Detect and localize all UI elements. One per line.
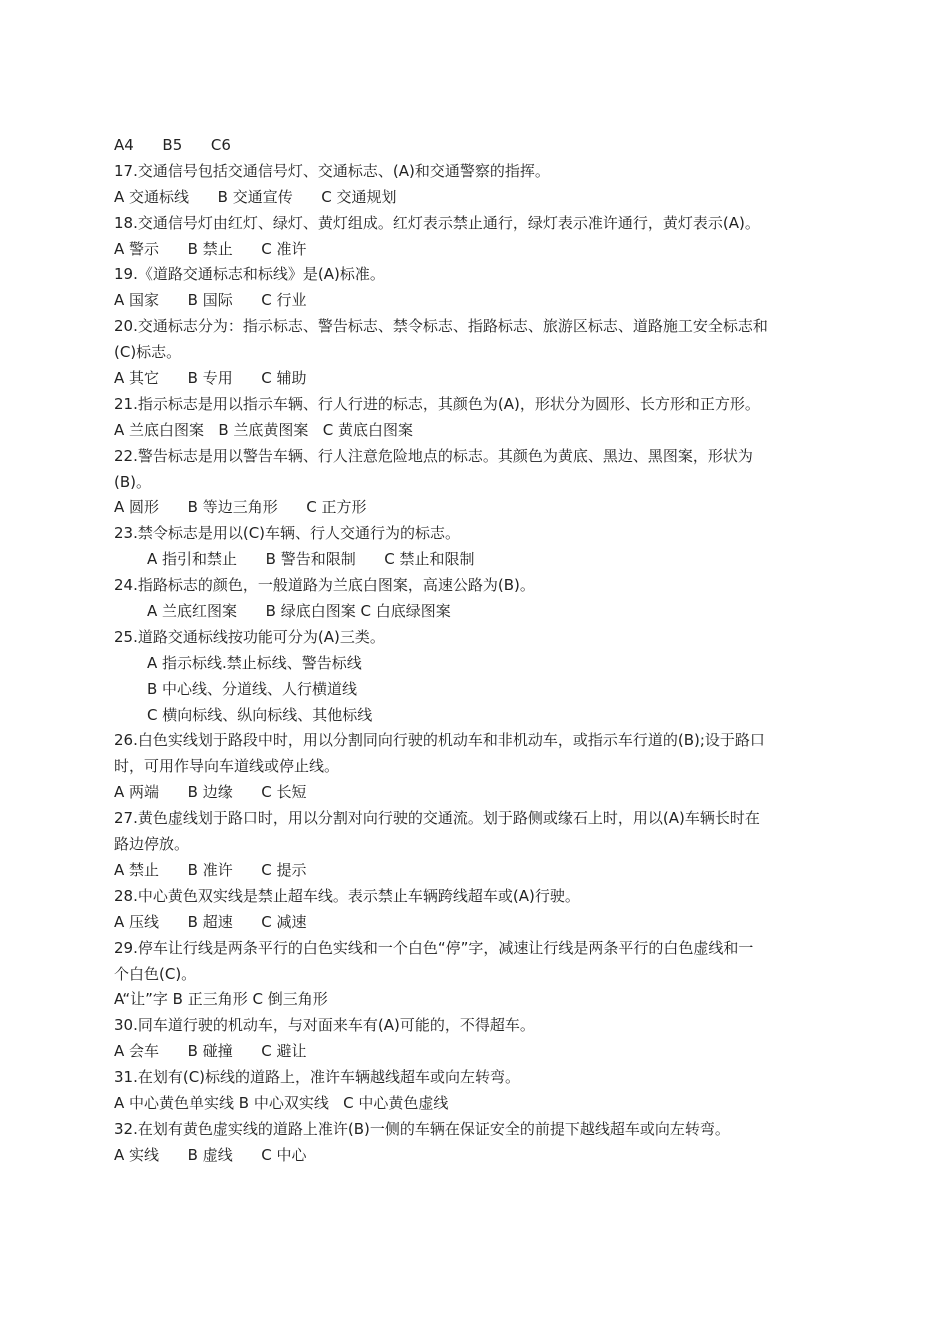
options-line: A4 B5 C6 xyxy=(114,136,231,154)
question-30: 30.同车道行驶的机动车，与对面来车有(A)可能的，不得超车。 xyxy=(114,1016,535,1035)
options-line: A 兰底红图案 B 绿底白图案 C 白底绿图案 xyxy=(147,602,451,621)
question-17: 17.交通信号包括交通信号灯、交通标志、(A)和交通警察的指挥。 xyxy=(114,161,550,180)
question-29-cont: 个白色(C)。 xyxy=(114,964,197,983)
options-line: A 两端 B 边缘 C 长短 xyxy=(114,783,307,802)
question-20: 20.交通标志分为：指示标志、警告标志、禁令标志、指路标志、旅游区标志、道路施工安全标志和 xyxy=(114,317,768,336)
question-22: 22.警告标志是用以警告车辆、行人注意危险地点的标志。其颜色为黄底、黑边、黑图案，形状为 xyxy=(114,446,753,465)
options-line: A 国家 B 国际 C 行业 xyxy=(114,291,307,310)
question-32: 32.在划有黄色虚实线的道路上准许(B)一侧的车辆在保证安全的前提下越线超车或向左转弯。 xyxy=(114,1119,730,1138)
question-29: 29.停车让行线是两条平行的白色实线和一个白色“停”字，减速让行线是两条平行的白色虚线和一 xyxy=(114,938,754,957)
document-page xyxy=(114,133,854,1169)
options-line: A“让”字 B 正三角形 C 倒三角形 xyxy=(114,990,328,1009)
question-18: 18.交通信号灯由红灯、绿灯、黄灯组成。红灯表示禁止通行，绿灯表示准许通行，黄灯表示(A)。 xyxy=(114,213,760,232)
question-25: 25.道路交通标线按功能可分为(A)三类。 xyxy=(114,627,385,646)
question-22-cont: (B)。 xyxy=(114,472,151,491)
question-23: 23.禁令标志是用以(C)车辆、行人交通行为的标志。 xyxy=(114,524,461,543)
question-24: 24.指路标志的颜色，一般道路为兰底白图案，高速公路为(B)。 xyxy=(114,576,535,595)
option-b: B 中心线、分道线、人行横道线 xyxy=(147,679,358,698)
options-line: A 指引和禁止 B 警告和限制 C 禁止和限制 xyxy=(147,550,475,569)
question-27: 27.黄色虚线划于路口时，用以分割对向行驶的交通流。划于路侧或缘石上时，用以(A)车辆长时在 xyxy=(114,809,760,828)
question-31: 31.在划有(C)标线的道路上，准许车辆越线超车或向左转弯。 xyxy=(114,1068,521,1087)
question-19: 19.《道路交通标志和标线》是(A)标准。 xyxy=(114,265,385,284)
question-26-cont: 时，可用作导向车道线或停止线。 xyxy=(114,757,340,776)
options-line: A 实线 B 虚线 C 中心 xyxy=(114,1145,307,1164)
question-21: 21.指示标志是用以指示车辆、行人行进的标志，其颜色为(A)，形状分为圆形、长方形和正方形。 xyxy=(114,394,760,413)
options-line: A 压线 B 超速 C 减速 xyxy=(114,912,307,931)
options-line: A 其它 B 专用 C 辅助 xyxy=(114,369,307,388)
options-line: A 中心黄色单实线 B 中心双实线 C 中心黄色虚线 xyxy=(114,1093,449,1112)
question-27-cont: 路边停放。 xyxy=(114,835,190,854)
options-line: A 圆形 B 等边三角形 C 正方形 xyxy=(114,498,367,517)
question-26: 26.白色实线划于路段中时，用以分割同向行驶的机动车和非机动车，或指示车行道的(B);设于路口 xyxy=(114,731,765,750)
options-line: A 警示 B 禁止 C 准许 xyxy=(114,239,307,258)
option-a: A 指示标线.禁止标线、警告标线 xyxy=(147,653,362,672)
options-line: A 禁止 B 准许 C 提示 xyxy=(114,860,307,879)
option-c: C 横向标线、纵向标线、其他标线 xyxy=(147,705,373,724)
question-20-cont: (C)标志。 xyxy=(114,343,182,362)
options-line: A 会车 B 碰撞 C 避让 xyxy=(114,1042,307,1061)
options-line: A 兰底白图案 B 兰底黄图案 C 黄底白图案 xyxy=(114,420,413,439)
options-line: A 交通标线 B 交通宣传 C 交通规划 xyxy=(114,187,397,206)
question-28: 28.中心黄色双实线是禁止超车线。表示禁止车辆跨线超车或(A)行驶。 xyxy=(114,886,580,905)
